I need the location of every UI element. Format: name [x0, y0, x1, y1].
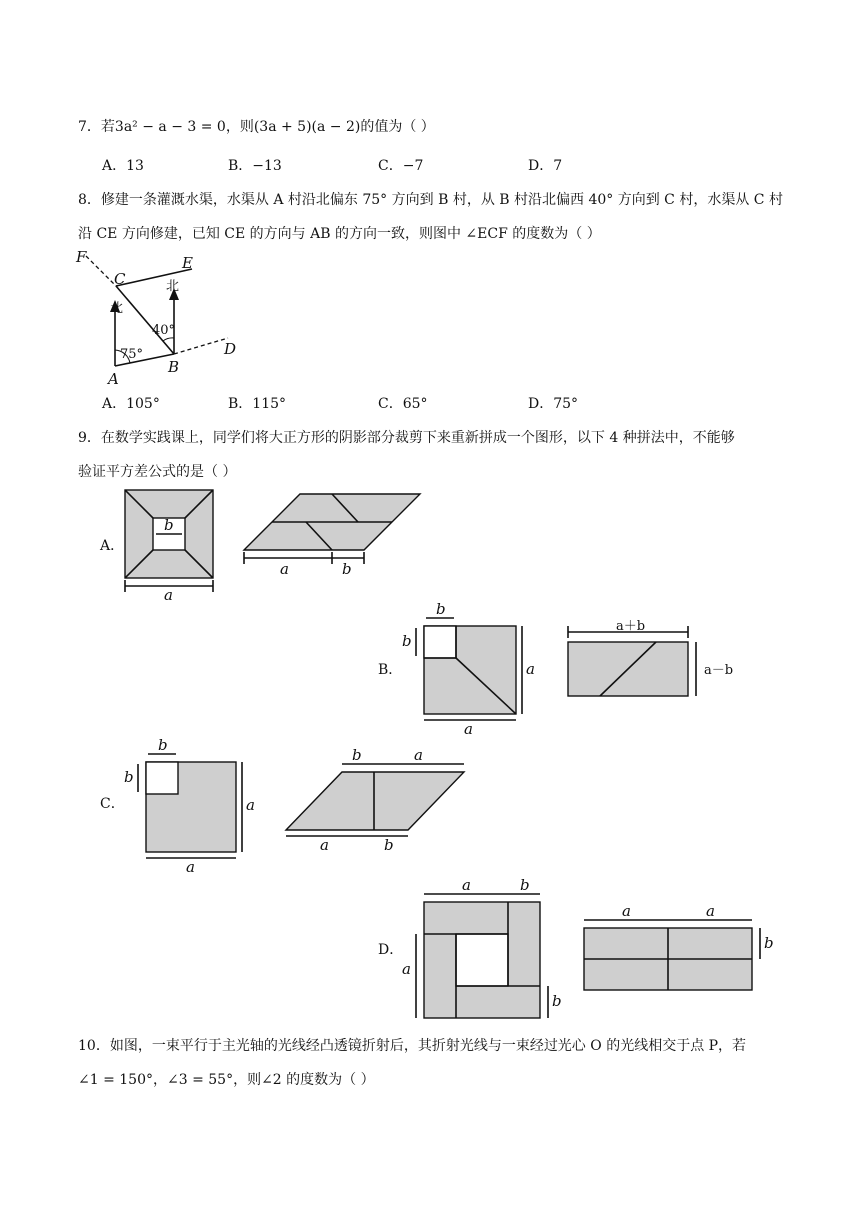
q9b-label-amb: a－b	[704, 663, 734, 678]
q7-option-a[interactable]: A．13	[102, 158, 144, 174]
q7-option-d[interactable]: D．7	[528, 158, 563, 174]
q9c-label-a-bottom2: a	[320, 836, 329, 854]
q9d-label-a-left2: a	[622, 902, 631, 920]
q9d-label-a-left: a	[402, 960, 411, 978]
q9d-label-b-right: b	[552, 992, 562, 1010]
q9b-label-b-left: b	[402, 632, 412, 650]
q8-label-e: E	[182, 254, 193, 272]
q9c-label-b-bottom2: b	[384, 836, 394, 854]
q9c-label-a-bottom: a	[186, 858, 195, 876]
q9a-label-a: a	[164, 586, 173, 604]
q9-figure-b-rectangle	[560, 618, 750, 722]
q9-option-c[interactable]: C．	[100, 796, 125, 812]
q8-option-c[interactable]: C．65°	[378, 396, 428, 412]
q8-stem-line1: 8．修建一条灌溉水渠，水渠从 A 村沿北偏东 75° 方向到 B 村，从 B 村沿北偏西 40° 方向到 C 村，水渠从 C 村	[78, 192, 783, 208]
q8-label-a: A	[108, 370, 119, 388]
q9d-label-a-right2: a	[706, 902, 715, 920]
q10-stem-line2: ∠1 = 150°，∠3 = 55°，则∠2 的度数为（ ）	[78, 1072, 375, 1088]
q9-figure-d-square	[396, 874, 566, 1020]
q9a-label-a2: a	[280, 560, 289, 578]
q9-figure-a-square	[118, 488, 222, 604]
q9c-label-b-top: b	[158, 736, 168, 754]
q9-figure-d-rectangle	[576, 900, 786, 996]
q9b-label-a-right: a	[526, 660, 535, 678]
q8-label-d: D	[224, 340, 237, 358]
q8-direction-figure	[70, 250, 260, 390]
q9b-label-b-top: b	[436, 600, 446, 618]
q9-figure-b-square	[400, 602, 544, 736]
q8-label-b: B	[168, 358, 180, 376]
q9a-label-b: b	[164, 516, 174, 534]
q9d-label-b-top: b	[520, 876, 530, 894]
q9-stem-line2: 验证平方差公式的是（ ）	[78, 464, 237, 480]
q8-option-b[interactable]: B．115°	[228, 396, 287, 412]
q8-stem-line2: 沿 CE 方向修建，已知 CE 的方向与 AB 的方向一致，则图中 ∠ECF 的度数为（ ）	[78, 226, 601, 242]
q9-figure-a-parallelogram	[240, 492, 424, 578]
q8-label-f: F	[76, 248, 87, 266]
q8-label-c: C	[114, 270, 126, 288]
q9d-label-a-top: a	[462, 876, 471, 894]
q8-option-a[interactable]: A．105°	[102, 396, 160, 412]
q8-north-label-b: 北	[166, 279, 180, 294]
q7-option-c[interactable]: C．−7	[378, 158, 424, 174]
q9c-label-a-top2: a	[414, 746, 423, 764]
q7-stem: 7．若3a² − a − 3 = 0，则(3a + 5)(a − 2)的值为（ ）	[78, 119, 435, 135]
q9b-label-apb: a＋b	[616, 619, 646, 634]
q8-north-label-a: 北	[110, 301, 124, 316]
q9-stem-line1: 9．在数学实践课上，同学们将大正方形的阴影部分裁剪下来重新拼成一个图形，以下 4 种拼法中，不能够	[78, 430, 735, 446]
q9c-label-b-left: b	[124, 768, 134, 786]
q9-option-b[interactable]: B．	[378, 662, 403, 678]
q9c-label-a-right: a	[246, 796, 255, 814]
q9a-label-b2: b	[342, 560, 352, 578]
q8-angle-40: 40°	[152, 323, 176, 338]
q9c-label-b-top2: b	[352, 746, 362, 764]
q8-option-d[interactable]: D．75°	[528, 396, 579, 412]
q9-figure-c-square	[120, 736, 264, 876]
q7-option-b[interactable]: B．−13	[228, 158, 282, 174]
q9-option-d[interactable]: D．	[378, 942, 404, 958]
q9d-label-b-right2: b	[764, 934, 774, 952]
q9b-label-a-bottom: a	[464, 720, 473, 738]
q10-stem-line1: 10．如图，一束平行于主光轴的光线经凸透镜折射后，其折射光线与一束经过光心 O 的光线相交于点 P，若	[78, 1038, 747, 1054]
q8-angle-75: 75°	[120, 347, 144, 362]
q9-figure-c-parallelogram	[280, 744, 470, 856]
q9-option-a[interactable]: A．	[100, 538, 125, 554]
